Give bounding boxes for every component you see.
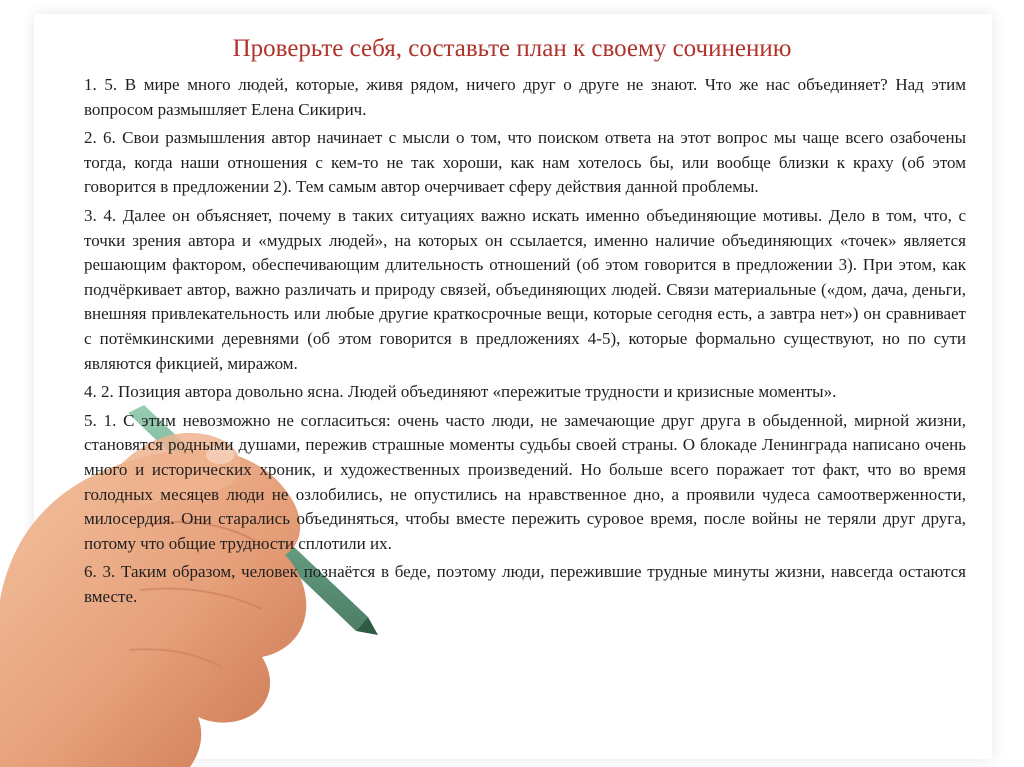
page-title: Проверьте себя, составьте план к своему сочинению xyxy=(232,35,792,62)
paragraph-4: 4. 2. Позиция автора довольно ясна. Людей объединяют «пережитые трудности и кризисные моменты». xyxy=(84,382,837,402)
essay-plan-text xyxy=(84,73,966,613)
paragraph-5: 5. 1. С этим невозможно не согласиться: очень часто люди, не замечающие друг друга в обыденной, мирной жизни, становятся родными душами, пережив страшные моменты судьбы своей страны. О блокаде Ленинграда написано очень много и исторических хроник, и художественных произведений. Но больше всего поражает тот факт, что во время голодных месяцев люди не озлобились, не опустились на нравственное дно, а проявили чудеса самоотверженности, милосердия. Они старались объединяться, чтобы вместе пережить суровое время, после войны не теряли друг друга, потому что общие трудности сплотили их. xyxy=(84,410,966,553)
paragraph-3: 3. 4. Далее он объясняет, почему в таких ситуациях важно искать именно объединяющие мотивы. Дело в том, что, с точки зрения автора и «мудрых людей», на которых он ссылается, именно наличие объединяющих «точек» является решающим фактором, обеспечивающим длительность отношений (об этом говорится в предложении 3). При этом, как подчёркивает автор, важно различать и природу связей, объединяющих людей. Связи материальные («дом, дача, деньги, внешняя привлекательность или любые другие краткосрочные вещи, которые сегодня есть, а завтра нет») он сравнивает с потёмкинскими деревнями (об этом говорится в предложениях 4-5), которые формально существуют, но по сути являются фикцией, миражом. xyxy=(84,205,966,373)
paragraph-6: 6. 3. Таким образом, человек познаётся в беде, поэтому люди, пережившие трудные минуты жизни, навсегда остаются вместе. xyxy=(84,562,966,606)
paragraph-2: 2. 6. Свои размышления автор начинает с мысли о том, что поиском ответа на этот вопрос мы чаще всего озабочены тогда, когда наши отношения с кем-то не так хороши, как нам хотелось бы, или вообще близки к краху (об этом говорится в предложении 2). Тем самым автор очерчивает сферу действия данной проблемы. xyxy=(84,128,966,197)
paragraph-1: 1. 5. В мире много людей, которые, живя рядом, ничего друг о друге не знают. Что же нас объединяет? Над этим вопросом размышляет Елена Сикирич. xyxy=(84,75,966,119)
